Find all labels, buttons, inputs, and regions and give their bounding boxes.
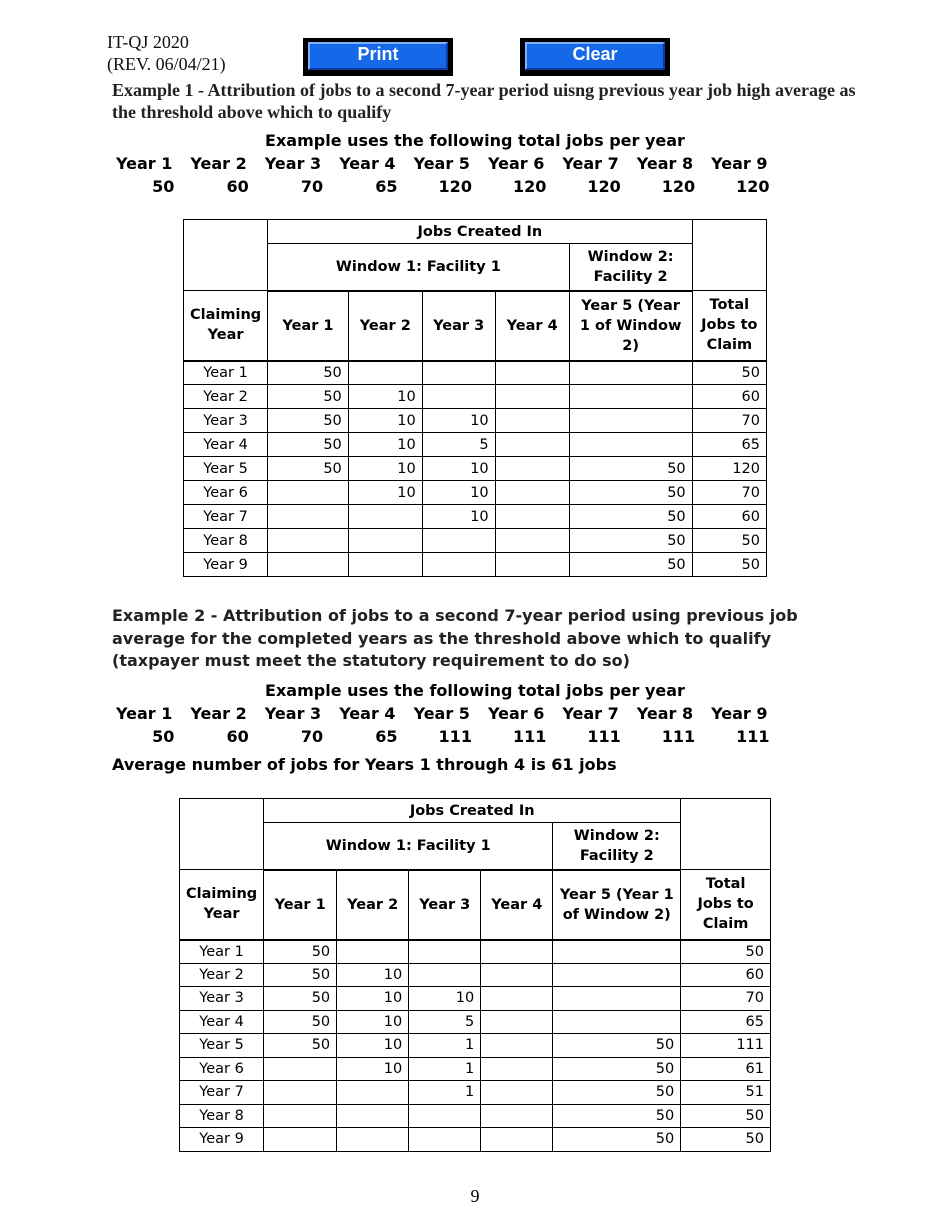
- year-label: Year 3: [264, 704, 322, 723]
- table-cell: [481, 940, 553, 964]
- table-cell: [569, 385, 692, 409]
- table-cell: [481, 963, 553, 987]
- year-value: 111: [661, 727, 696, 746]
- table-cell: 51: [681, 1081, 771, 1105]
- table-cell: 10: [348, 385, 422, 409]
- claiming-year-cell: Year 7: [184, 505, 268, 529]
- claiming-year-cell: Year 9: [184, 553, 268, 577]
- year-value: 120: [661, 177, 696, 196]
- table-cell: 50: [569, 457, 692, 481]
- claiming-year-cell: Year 1: [184, 361, 268, 385]
- table-cell: 50: [264, 940, 337, 964]
- table-cell: 10: [348, 433, 422, 457]
- column-header: Year 1: [268, 291, 349, 361]
- page-number: 9: [470, 1186, 480, 1206]
- table-cell: 50: [264, 1010, 337, 1034]
- year-value: 70: [300, 727, 324, 746]
- example2-year-labels: [107, 704, 777, 723]
- table-row: [180, 1034, 771, 1058]
- table-cell: 50: [569, 553, 692, 577]
- window1-header: Window 1: Facility 1: [264, 823, 553, 870]
- clear-button-label: Clear: [525, 42, 665, 70]
- table-cell: 50: [264, 1034, 337, 1058]
- table-cell: [337, 1081, 409, 1105]
- table-cell: [409, 940, 481, 964]
- table-cell: [337, 1104, 409, 1128]
- table-cell: [569, 409, 692, 433]
- header-blank: [681, 799, 771, 870]
- claiming-year-cell: Year 6: [184, 481, 268, 505]
- window2-header: Window 2: Facility 2: [553, 823, 681, 870]
- table-cell: 10: [348, 409, 422, 433]
- year-label: Year 2: [190, 154, 247, 173]
- table-cell: [495, 553, 569, 577]
- table-cell: [409, 1104, 481, 1128]
- table-cell: [422, 385, 495, 409]
- year-label: Year 5: [413, 154, 470, 173]
- column-header: Year 2: [337, 870, 409, 940]
- year-value: 60: [226, 727, 249, 746]
- form-revision: (REV. 06/04/21): [107, 54, 226, 74]
- year-value: 120: [587, 177, 621, 196]
- table-cell: [422, 361, 495, 385]
- column-header: Claiming Year: [184, 291, 268, 361]
- table-cell: 10: [348, 481, 422, 505]
- year-label: Year 9: [711, 704, 768, 723]
- table-cell: 50: [268, 361, 349, 385]
- table-row: [180, 963, 771, 987]
- table-cell: [409, 963, 481, 987]
- year-value: 65: [375, 727, 398, 746]
- table-cell: [481, 1104, 553, 1128]
- year-value: 111: [736, 727, 770, 746]
- table-row: [184, 457, 767, 481]
- year-value: 60: [226, 177, 249, 196]
- table-cell: 50: [681, 1128, 771, 1152]
- table-cell: [337, 940, 409, 964]
- table-row: [184, 433, 767, 457]
- example1-caption: Example uses the following total jobs per year: [265, 131, 685, 150]
- table-cell: 10: [422, 481, 495, 505]
- column-header: Year 2: [348, 291, 422, 361]
- claiming-year-cell: Year 5: [180, 1034, 264, 1058]
- table-row: [184, 529, 767, 553]
- claiming-year-cell: Year 3: [180, 987, 264, 1011]
- table-row: [184, 553, 767, 577]
- table-cell: 120: [692, 457, 766, 481]
- table-cell: [553, 963, 681, 987]
- year-value: 120: [512, 177, 547, 196]
- table-row: [184, 385, 767, 409]
- table-cell: [569, 361, 692, 385]
- table-cell: 50: [569, 505, 692, 529]
- table-cell: 50: [569, 481, 692, 505]
- year-value: 65: [375, 177, 398, 196]
- table-cell: [481, 1034, 553, 1058]
- table-cell: 10: [337, 1034, 409, 1058]
- table-cell: 10: [348, 457, 422, 481]
- year-label: Year 8: [636, 154, 694, 173]
- table-cell: 10: [337, 987, 409, 1011]
- form-identifier: [107, 31, 226, 75]
- example2-caption: Example uses the following total jobs per year: [265, 681, 685, 700]
- year-value: 111: [512, 727, 547, 746]
- claiming-year-cell: Year 5: [184, 457, 268, 481]
- claiming-year-cell: Year 8: [184, 529, 268, 553]
- table-cell: 50: [681, 1104, 771, 1128]
- table-cell: [495, 385, 569, 409]
- table-cell: 61: [681, 1057, 771, 1081]
- claiming-year-cell: Year 1: [180, 940, 264, 964]
- column-header: Year 5 (Year 1 of Window 2): [569, 291, 692, 361]
- table-cell: 10: [337, 1010, 409, 1034]
- column-header: Year 3: [409, 870, 481, 940]
- table-row: [180, 940, 771, 964]
- column-header: Year 4: [495, 291, 569, 361]
- year-label: Year 4: [339, 154, 396, 173]
- table-cell: [495, 433, 569, 457]
- table-cell: [495, 529, 569, 553]
- year-label: Year 1: [116, 154, 173, 173]
- table-cell: 5: [422, 433, 495, 457]
- table-cell: [348, 505, 422, 529]
- table-cell: [569, 433, 692, 457]
- table-cell: 10: [422, 505, 495, 529]
- table-cell: [495, 409, 569, 433]
- table-cell: 10: [422, 409, 495, 433]
- column-header: Claiming Year: [180, 870, 264, 940]
- claiming-year-cell: Year 6: [180, 1057, 264, 1081]
- table-cell: [422, 553, 495, 577]
- example1-title: Example 1 - Attribution of jobs to a second 7-year period uisng previous year job high average as the threshold above which to qualify: [112, 80, 856, 122]
- jobs-created-in-header: Jobs Created In: [264, 799, 681, 823]
- table-row: [180, 987, 771, 1011]
- table-cell: 111: [681, 1034, 771, 1058]
- year-value: 50: [152, 727, 175, 746]
- year-label: Year 8: [636, 704, 694, 723]
- table-cell: 70: [692, 409, 766, 433]
- table-cell: [495, 361, 569, 385]
- table-cell: 10: [409, 987, 481, 1011]
- table-cell: [553, 1010, 681, 1034]
- table-cell: 50: [681, 940, 771, 964]
- table-cell: [409, 1128, 481, 1152]
- table-cell: 50: [553, 1104, 681, 1128]
- average-jobs-note: Average number of jobs for Years 1 through 4 is 61 jobs: [112, 755, 617, 774]
- table-row: [184, 481, 767, 505]
- year-label: Year 5: [413, 704, 470, 723]
- claiming-year-cell: Year 9: [180, 1128, 264, 1152]
- table-cell: 10: [422, 457, 495, 481]
- claiming-year-cell: Year 4: [184, 433, 268, 457]
- table-cell: [495, 457, 569, 481]
- table-row: [180, 1104, 771, 1128]
- year-label: Year 2: [190, 704, 247, 723]
- jobs-created-in-header: Jobs Created In: [268, 220, 692, 244]
- year-value: 50: [152, 177, 175, 196]
- column-header: Year 1: [264, 870, 337, 940]
- table-cell: [481, 1128, 553, 1152]
- table-cell: 10: [337, 1057, 409, 1081]
- year-value: 111: [438, 727, 472, 746]
- header-blank: [184, 220, 268, 291]
- claiming-year-cell: Year 3: [184, 409, 268, 433]
- table-cell: [348, 529, 422, 553]
- table-cell: [337, 1128, 409, 1152]
- table-cell: 50: [553, 1128, 681, 1152]
- table-cell: [348, 553, 422, 577]
- print-button-label: Print: [308, 42, 448, 70]
- column-header: Year 5 (Year 1 of Window 2): [553, 870, 681, 940]
- table-cell: [268, 481, 349, 505]
- form-number: IT-QJ 2020: [107, 32, 189, 52]
- table-cell: 70: [692, 481, 766, 505]
- year-label: Year 1: [116, 704, 173, 723]
- table-cell: 50: [553, 1034, 681, 1058]
- table-cell: [268, 505, 349, 529]
- example2-jobs-table: [179, 798, 771, 1152]
- table-cell: [481, 1057, 553, 1081]
- table-cell: 50: [553, 1057, 681, 1081]
- table-cell: 50: [268, 433, 349, 457]
- table-cell: 65: [692, 433, 766, 457]
- year-value: 111: [587, 727, 621, 746]
- table-cell: [553, 940, 681, 964]
- table-cell: 1: [409, 1081, 481, 1105]
- table-cell: 50: [268, 385, 349, 409]
- clear-button[interactable]: [520, 38, 670, 76]
- example2-year-values: [107, 727, 777, 746]
- table-row: [184, 505, 767, 529]
- table-cell: [264, 1128, 337, 1152]
- table-cell: [495, 505, 569, 529]
- table-row: [180, 1081, 771, 1105]
- example1-jobs-table: [183, 219, 767, 577]
- table-row: [180, 1010, 771, 1034]
- table-cell: [422, 529, 495, 553]
- table-cell: 50: [692, 361, 766, 385]
- year-label: Year 4: [339, 704, 396, 723]
- table-cell: 50: [264, 987, 337, 1011]
- year-label: Year 7: [562, 154, 619, 173]
- claiming-year-cell: Year 2: [184, 385, 268, 409]
- table-cell: 50: [268, 457, 349, 481]
- header-blank: [692, 220, 766, 291]
- column-header: Total Jobs to Claim: [692, 291, 766, 361]
- table-cell: [495, 481, 569, 505]
- table-cell: [481, 987, 553, 1011]
- table-cell: [348, 361, 422, 385]
- table-cell: [264, 1057, 337, 1081]
- table-cell: [481, 1081, 553, 1105]
- table-cell: 50: [268, 409, 349, 433]
- example1-year-labels: [107, 154, 777, 173]
- window1-header: Window 1: Facility 1: [268, 244, 569, 291]
- table-cell: 65: [681, 1010, 771, 1034]
- claiming-year-cell: Year 2: [180, 963, 264, 987]
- table-cell: 50: [553, 1081, 681, 1105]
- table-cell: 5: [409, 1010, 481, 1034]
- claiming-year-cell: Year 4: [180, 1010, 264, 1034]
- year-label: Year 6: [487, 704, 545, 723]
- table-row: [180, 1057, 771, 1081]
- table-cell: 50: [692, 529, 766, 553]
- year-value: 120: [736, 177, 770, 196]
- claiming-year-cell: Year 8: [180, 1104, 264, 1128]
- table-row: [184, 361, 767, 385]
- table-cell: 60: [681, 963, 771, 987]
- table-row: [184, 409, 767, 433]
- table-cell: [268, 529, 349, 553]
- year-label: Year 6: [487, 154, 545, 173]
- example1-year-values: [107, 177, 777, 196]
- table-cell: 60: [692, 505, 766, 529]
- column-header: Total Jobs to Claim: [681, 870, 771, 940]
- table-cell: [264, 1081, 337, 1105]
- table-cell: 10: [337, 963, 409, 987]
- table-cell: 50: [692, 553, 766, 577]
- table-cell: 50: [569, 529, 692, 553]
- print-button[interactable]: [303, 38, 453, 76]
- table-row: [180, 1128, 771, 1152]
- header-blank: [180, 799, 264, 870]
- column-header: Year 3: [422, 291, 495, 361]
- table-cell: 60: [692, 385, 766, 409]
- table-cell: 1: [409, 1034, 481, 1058]
- year-label: Year 7: [562, 704, 619, 723]
- window2-header: Window 2: Facility 2: [569, 244, 692, 291]
- table-cell: [553, 987, 681, 1011]
- table-cell: [481, 1010, 553, 1034]
- table-cell: 1: [409, 1057, 481, 1081]
- year-label: Year 3: [264, 154, 322, 173]
- table-cell: 70: [681, 987, 771, 1011]
- table-cell: 50: [264, 963, 337, 987]
- claiming-year-cell: Year 7: [180, 1081, 264, 1105]
- year-label: Year 9: [711, 154, 768, 173]
- year-value: 120: [438, 177, 472, 196]
- column-header: Year 4: [481, 870, 553, 940]
- table-cell: [268, 553, 349, 577]
- table-cell: [264, 1104, 337, 1128]
- year-value: 70: [300, 177, 324, 196]
- example2-title: Example 2 - Attribution of jobs to a second 7-year period using previous job average for the completed years as the threshold above which to qualify (taxpayer must meet the statutory requirement to do so): [112, 606, 798, 670]
